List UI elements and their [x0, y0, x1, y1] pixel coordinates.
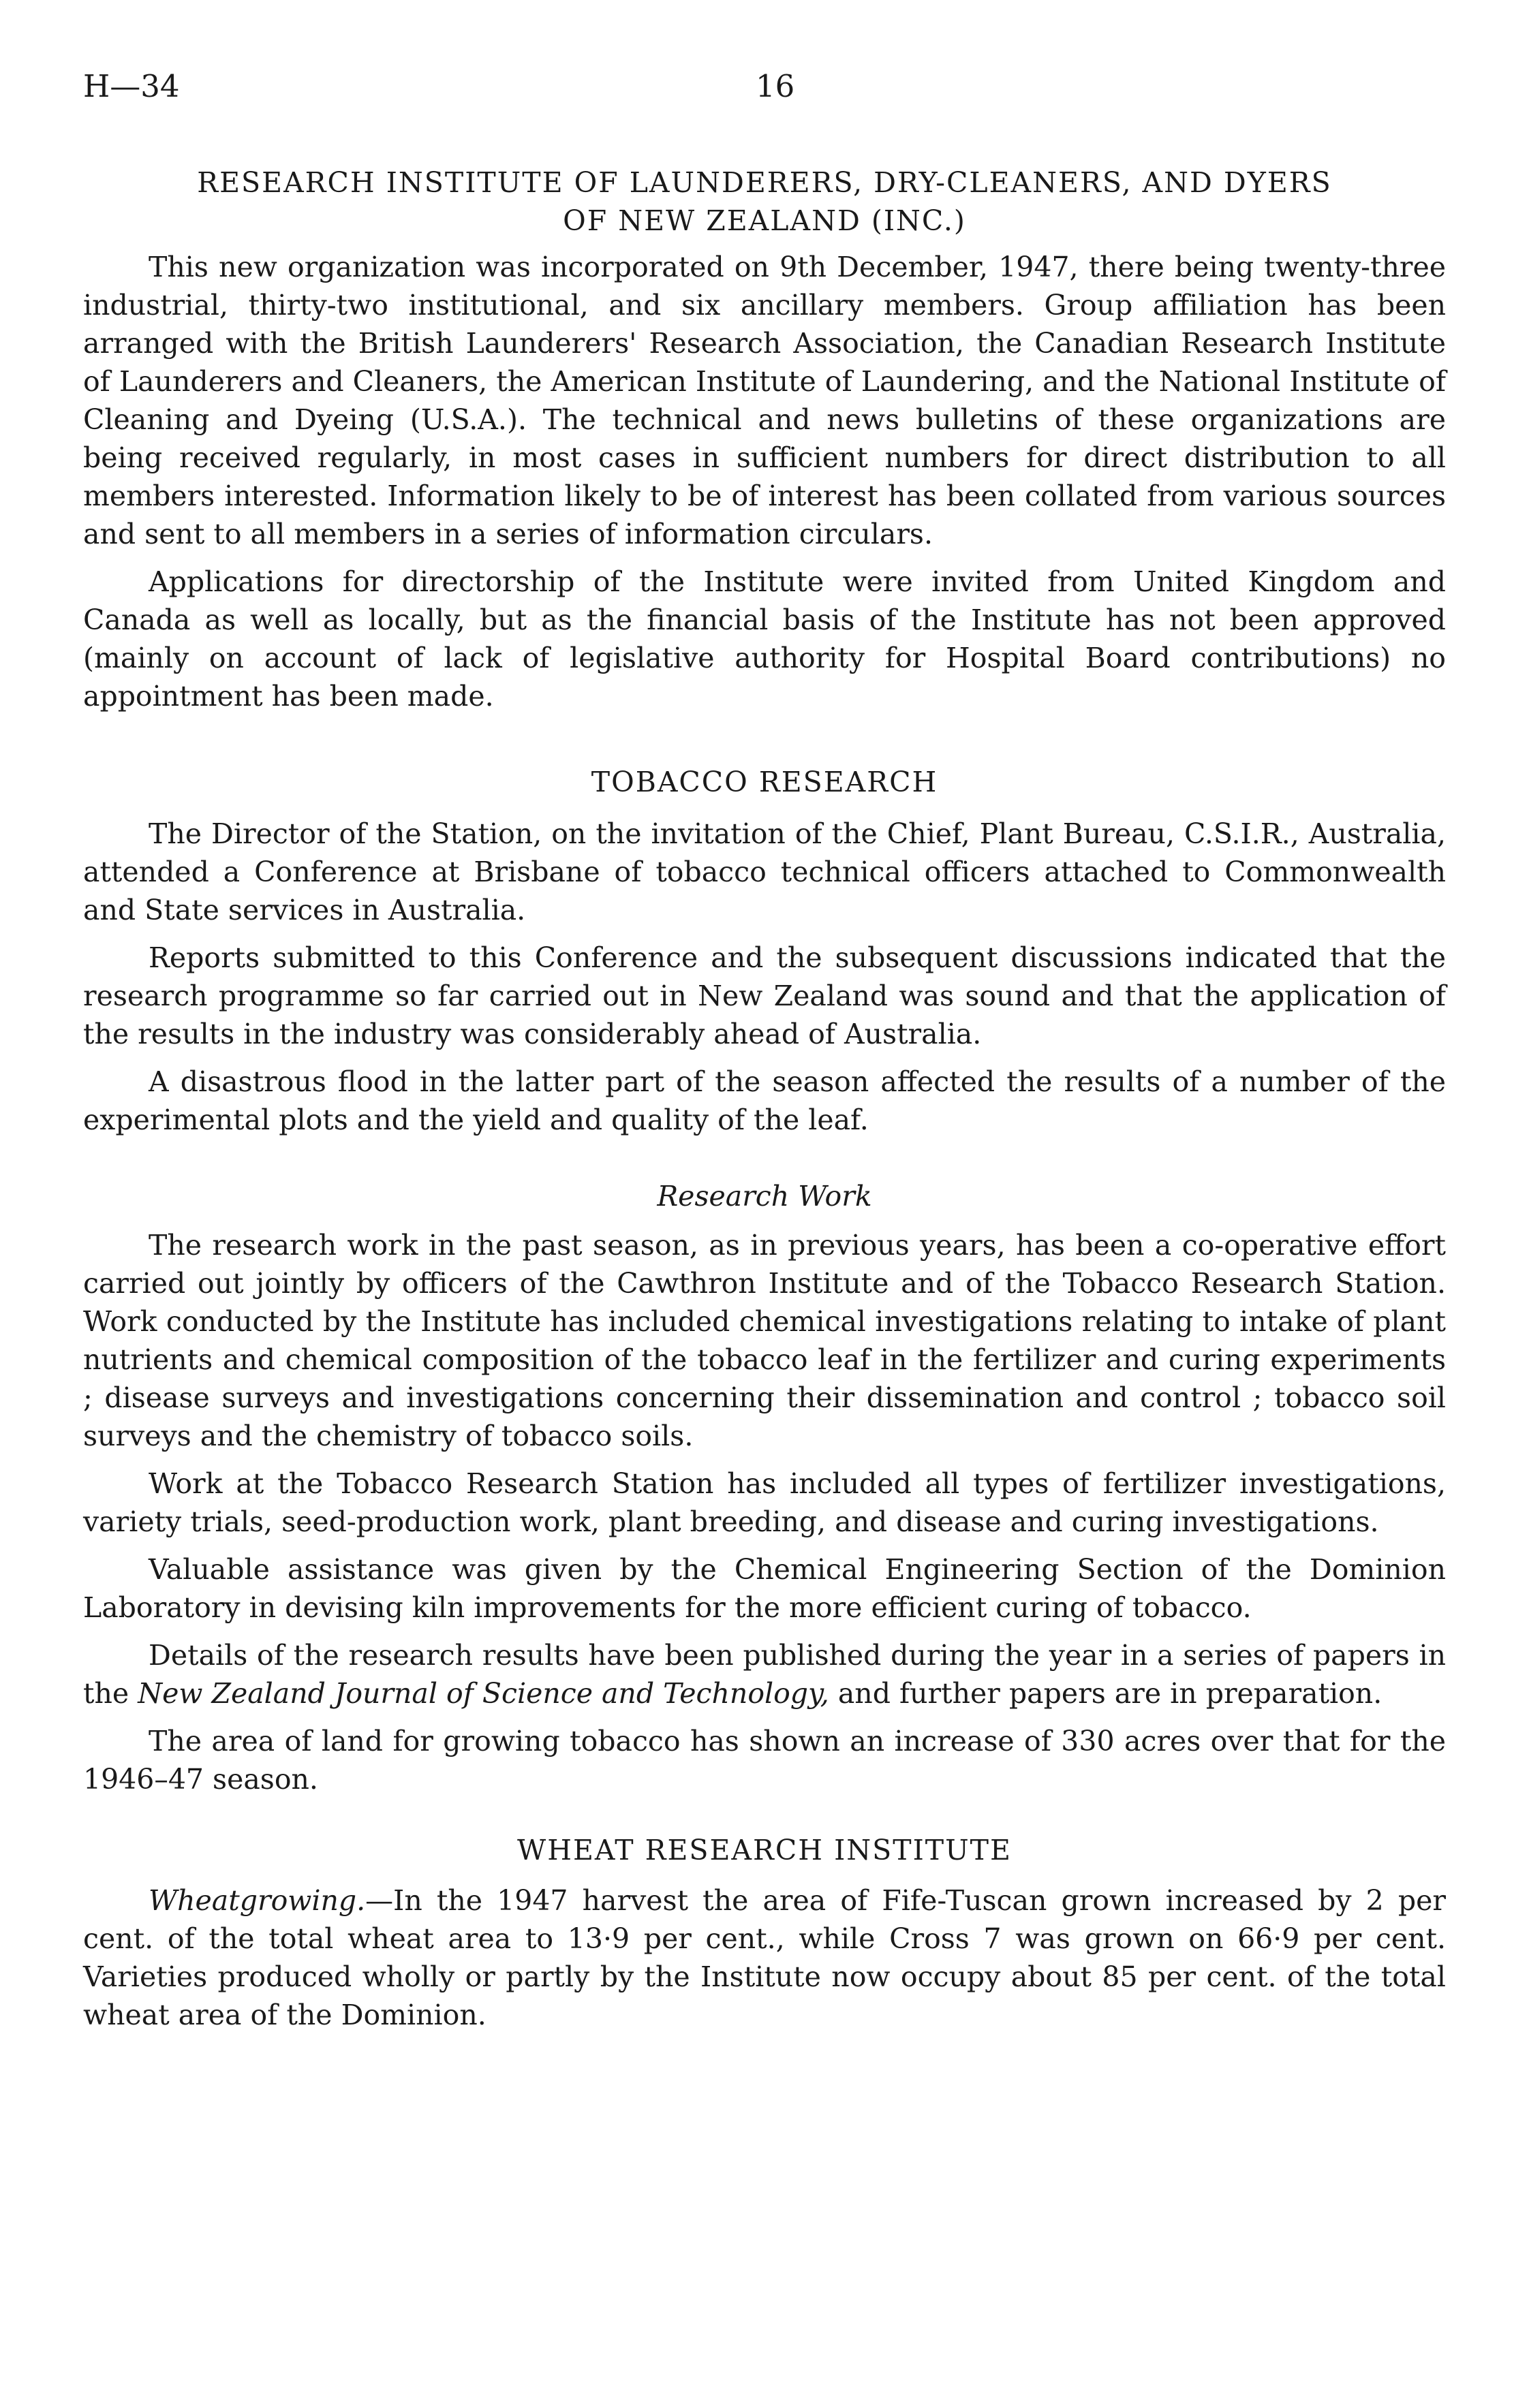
laundry-section: [83, 163, 1446, 715]
tobacco-section-title: TOBACCO RESEARCH: [591, 766, 938, 798]
tobacco-section: [83, 763, 1446, 1798]
research-work-paragraph-1: The research work in the past season, as in previous years, has been a co-operative effort carried out jointly by officers of the Cawthron Institute and of the Tobacco Research Station. Work conducted by the Institute has included chemical investigations relating to intake of plant nutrients and chemical composition of the tobacco leaf in the fertilizer and curing experiments ; disease surveys and investigations concerning their dissemination and control ; tobacco soil surveys and the chemistry of tobacco soils.: [83, 1229, 1446, 1452]
tobacco-paragraph-2: Reports submitted to this Conference and the subsequent discussions indicated that the research programme so far carried out in New Zealand was sound and that the application of the results in the industry was considerably ahead of Australia.: [83, 941, 1446, 1050]
research-work-paragraph-2: Work at the Tobacco Research Station has included all types of fertilizer investigations, variety trials, seed-production work, plant breeding, and disease and curing investigations.: [83, 1467, 1446, 1538]
document-page: [83, 61, 1446, 2044]
laundry-title-line-2: OF NEW ZEALAND (INC.): [563, 204, 966, 237]
laundry-title-line-1: RESEARCH INSTITUTE OF LAUNDERERS, DRY-CLEANERS, AND DYERS: [197, 166, 1332, 199]
research-work-heading: Research Work: [657, 1180, 872, 1213]
wheat-section: [83, 1831, 1446, 2034]
tobacco-paragraph-3: A disastrous flood in the latter part of the season affected the results of a number of the experimental plots and the yield and quality of the leaf.: [83, 1065, 1446, 1136]
details-text-after: and further papers are in preparation.: [829, 1677, 1383, 1710]
research-details-paragraph: [83, 1636, 1446, 1713]
wheat-body-text: —In the 1947 harvest the area of Fife-Tuscan grown increased by 2 per cent. of the total wheat area to 13·9 per cent., while Cross 7 was grown on 66·9 per cent. Varieties produced wholly or partly by the Institute now occupy about 85 per cent. of the total wheat area of the Dominion.: [83, 1884, 1446, 2031]
tobacco-paragraph-1: The Director of the Station, on the invitation of the Chief, Plant Bureau, C.S.I.R., Australia, attended a Conference at Brisbane of tobacco technical officers attached to Commonwealth and State services in Australia.: [83, 817, 1446, 926]
wheat-paragraph: [83, 1881, 1446, 2034]
tobacco-area-paragraph: The area of land for growing tobacco has shown an increase of 330 acres over that for the 1946–47 season.: [83, 1725, 1446, 1796]
laundry-section-title: [83, 163, 1446, 240]
wheatgrowing-lead-in: Wheatgrowing.: [149, 1884, 366, 1917]
page-header: [83, 61, 1446, 109]
laundry-paragraph-1: This new organization was incorporated on 9th December, 1947, there being twenty-three industrial, thirty-two institutional, and six ancillary members. Group affiliation has been arranged with the British Launderers' Research Association, the Canadian Research Institute of Launderers and Cleaners, the American Institute of Laundering, and the National Institute of Cleaning and Dyeing (U.S.A.). The technical and news bulletins of these organizations are being received regularly, in most cases in sufficient numbers for direct distribution to all members interested. Information likely to be of interest has been collated from various sources and sent to all members in a series of information circulars.: [83, 251, 1446, 550]
wheat-section-title: WHEAT RESEARCH INSTITUTE: [517, 1834, 1012, 1866]
details-text-before: Details of the research results have been published during the year in a series of papers in the: [83, 1639, 1446, 1710]
laundry-paragraph-2: Applications for directorship of the Institute were invited from United Kingdom and Canada as well as locally, but as the financial basis of the Institute has not been approved (mainly on account of lack of legislative authority for Hospital Board contributions) no appointment has been made.: [83, 565, 1446, 713]
research-work-paragraph-3: Valuable assistance was given by the Chemical Engineering Section of the Dominion Laboratory in devising kiln improvements for the more efficient curing of tobacco.: [83, 1553, 1446, 1624]
page-number: 16: [756, 68, 795, 104]
journal-name: New Zealand Journal of Science and Technology,: [138, 1677, 829, 1710]
document-reference: H—34: [83, 68, 180, 104]
